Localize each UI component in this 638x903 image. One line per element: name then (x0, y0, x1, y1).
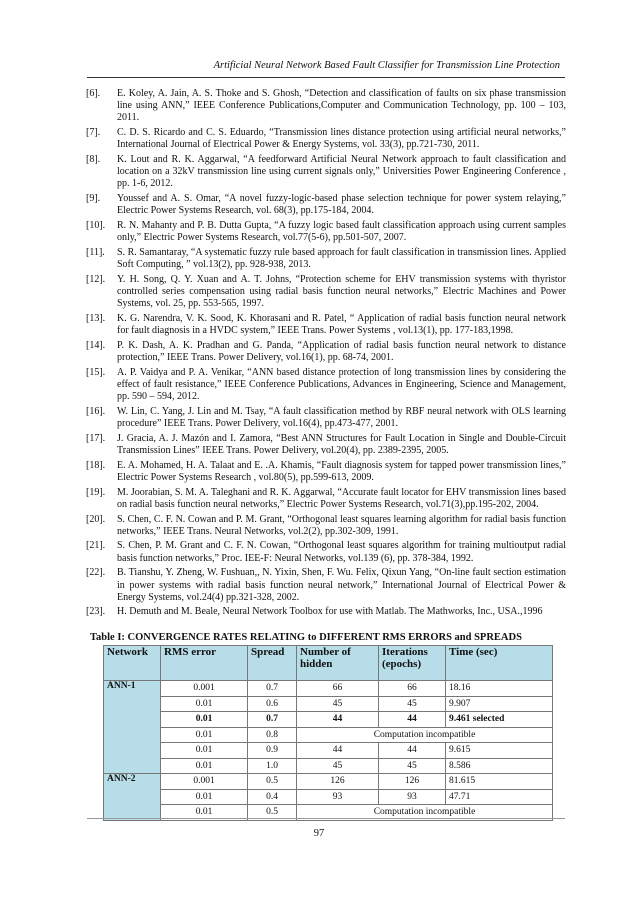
reference-number: [21]. (86, 540, 106, 552)
spread-cell: 0.7 (248, 712, 297, 728)
table-row (104, 789, 553, 805)
time-cell: 9.907 (446, 696, 553, 712)
reference-text: K. Lout and R. K. Aggarwal, “A feedforward Artificial Neural Network approach to fault classification and location on a 32kV transmission line using current signals only,” Universities Power Engineering Conference , pp. 1-6, 2012. (117, 154, 566, 190)
rms-error-cell: 0.001 (161, 774, 248, 790)
col-header-network: Network (104, 646, 161, 681)
reference-item (86, 367, 566, 404)
reference-number: [16]. (86, 405, 106, 417)
spread-cell: 0.5 (248, 774, 297, 790)
reference-number: [8]. (86, 154, 101, 166)
reference-number: [22]. (86, 567, 106, 579)
hidden-cell: 44 (297, 712, 379, 728)
reference-number: [6]. (86, 88, 101, 99)
reference-number: [15]. (86, 366, 106, 378)
reference-number: [13]. (86, 312, 106, 324)
iterations-cell: 126 (379, 774, 446, 790)
reference-text: S. Chen, P. M. Grant and C. F. N. Cowan, “Orthogonal least squares algorithm for training multioutput radial basis function networks,” Proc. IEE-F: Neural Networks, vol.139 (6), pp. 378-384, 1992. (117, 540, 566, 564)
rms-error-cell: 0.01 (161, 696, 248, 712)
reference-item (86, 193, 566, 217)
reference-number: [14]. (86, 339, 106, 351)
reference-number: [10]. (86, 220, 106, 232)
time-cell: 47.71 (446, 789, 553, 805)
reference-text: A. P. Vaidya and P. A. Venikar, “ANN based distance protection of long transmission lines by considering the effect of fault resistance,” IEEE Conference Publications, Advances in Engineering, Science and Management, pp. 590 – 594, 2012. (117, 366, 566, 403)
time-cell: 81.615 (446, 774, 553, 790)
hidden-cell: 66 (297, 681, 379, 697)
running-header: Artificial Neural Network Based Fault Classifier for Transmission Line Protection (213, 60, 560, 71)
status-cell: Computation incompatible (297, 727, 553, 743)
reference-text: E. A. Mohamed, H. A. Talaat and E. .A. Khamis, “Fault diagnosis system for tapped power transmission lines,” Electric Power Systems Research , vol.80(5), pp.599-613, 2009. (117, 459, 566, 483)
reference-text: M. Joorabian, S. M. A. Taleghani and R. K. Aggarwal, “Accurate fault locator for EHV transmission lines based on radial basis function neural networks,” Electric Power Systems Research, vol.71(3),pp.195-202, 2004. (117, 486, 566, 510)
reference-item (86, 154, 566, 191)
time-cell: 9.461 selected (446, 712, 553, 728)
reference-text: B. Tianshu, Y. Zheng, W. Fushuan,, N. Yixin, Shen, F. Wu. Felix, Qixun Yang, “On-line fault section estimation in power systems with radial basis function neural network,” International Journal of Electrical Power & Energy Systems, vol.24(4) pp.321-328, 2002. (117, 567, 566, 603)
reference-text: K. G. Narendra, V. K. Sood, K. Khorasani and R. Patel, “ Application of radial basis function neural network for fault diagnosis in a HVDC system,” IEEE Trans. Power Systems , vol.13(1), pp. 177-183,1998. (117, 312, 566, 337)
reference-item (86, 313, 566, 337)
reference-number: [23]. (86, 606, 106, 618)
table-row (104, 774, 553, 790)
hidden-cell: 44 (297, 743, 379, 759)
reference-item (86, 567, 566, 604)
page-number: 97 (313, 828, 325, 839)
header-rule (87, 77, 565, 78)
table-header-row (104, 646, 553, 681)
reference-item (86, 274, 566, 311)
reference-item (86, 220, 566, 244)
col-header-spread: Spread (248, 646, 297, 681)
reference-list (86, 88, 566, 621)
table-row (104, 727, 553, 743)
reference-text: Y. H. Song, Q. Y. Xuan and A. T. Johns, “Protection scheme for EHV transmission systems with thyristor controlled series compensation using radial basis function neural networks,” Electric Machines and Power Systems, vol. 25, pp. 553-565, 1997. (117, 273, 566, 310)
reference-item (86, 406, 566, 430)
table-row (104, 681, 553, 697)
iterations-cell: 93 (379, 789, 446, 805)
spread-cell: 0.5 (248, 805, 297, 821)
spread-cell: 0.9 (248, 743, 297, 759)
reference-number: [9]. (86, 193, 101, 205)
rms-error-cell: 0.01 (161, 758, 248, 774)
table-row (104, 712, 553, 728)
reference-text: Youssef and A. S. Omar, “A novel fuzzy-logic-based phase selection technique for power system relaying,” Electric Power Systems Research, vol. 68(3), pp.175-184, 2004. (117, 193, 566, 217)
reference-item (86, 606, 566, 618)
hidden-cell: 45 (297, 758, 379, 774)
network-cell: ANN-1 (104, 681, 161, 774)
reference-text: J. Gracia, A. J. Mazón and I. Zamora, “Best ANN Structures for Fault Location in Single and Double-Circuit Transmission Lines” IEEE Trans. Power Delivery, vol.20(4), pp. 2389-2395, 2005. (117, 432, 566, 456)
reference-text: H. Demuth and M. Beale, Neural Network Toolbox for use with Matlab. The Mathworks, Inc., USA.,1996 (117, 606, 543, 618)
status-cell: Computation incompatible (297, 805, 553, 821)
rms-error-cell: 0.01 (161, 743, 248, 759)
table-row (104, 743, 553, 759)
reference-number: [20]. (86, 513, 106, 525)
reference-text: C. D. S. Ricardo and C. S. Eduardo, “Transmission lines distance protection using artificial neural networks,” International Journal of Electrical Power & Energy Systems, vol. 33(3), pp.721-730, 2011. (117, 127, 566, 151)
reference-number: [7]. (86, 127, 101, 139)
time-cell: 18.16 (446, 681, 553, 697)
rms-error-cell: 0.01 (161, 805, 248, 821)
reference-text: S. R. Samantaray, “A systematic fuzzy rule based approach for fault classification in transmission lines. Applied Soft Computing, ” vol.13(2), pp. 928-938, 2013. (117, 246, 566, 271)
reference-item (86, 340, 566, 364)
iterations-cell: 44 (379, 743, 446, 759)
reference-item (86, 460, 566, 484)
reference-item (86, 540, 566, 564)
reference-number: [18]. (86, 459, 106, 471)
reference-item (86, 514, 566, 538)
col-header-iterations: Iterations (epochs) (379, 646, 446, 681)
footer-rule (87, 818, 565, 819)
spread-cell: 0.7 (248, 681, 297, 697)
spread-cell: 1.0 (248, 758, 297, 774)
rms-error-cell: 0.01 (161, 712, 248, 728)
time-cell: 9.615 (446, 743, 553, 759)
table-caption: Table I: CONVERGENCE RATES RELATING to DIFFERENT RMS ERRORS and SPREADS (90, 632, 522, 643)
rms-error-cell: 0.001 (161, 681, 248, 697)
reference-item (86, 487, 566, 511)
reference-text: S. Chen, C. F. N. Cowan and P. M. Grant, “Orthogonal least squares learning algorithm for radial basis function networks,” IEEE Trans. Neural Networks, vol.2(2), pp.302-309, 1991. (117, 513, 566, 537)
table-row (104, 696, 553, 712)
spread-cell: 0.6 (248, 696, 297, 712)
col-header-hidden: Number of hidden (297, 646, 379, 681)
hidden-cell: 45 (297, 696, 379, 712)
rms-error-cell: 0.01 (161, 727, 248, 743)
iterations-cell: 66 (379, 681, 446, 697)
hidden-cell: 93 (297, 789, 379, 805)
iterations-cell: 45 (379, 758, 446, 774)
spread-cell: 0.8 (248, 727, 297, 743)
time-cell: 8.586 (446, 758, 553, 774)
reference-text: R. N. Mahanty and P. B. Dutta Gupta, “A fuzzy logic based fault classification approach using current samples only,” Electric Power Systems Research, vol.77(5-6), pp.501-507, 2007. (117, 220, 566, 244)
col-header-rms-error: RMS error (161, 646, 248, 681)
col-header-time: Time (sec) (446, 646, 553, 681)
reference-item (86, 247, 566, 271)
reference-number: [17]. (86, 432, 106, 444)
reference-number: [19]. (86, 486, 106, 498)
network-cell: ANN-2 (104, 774, 161, 821)
reference-item (86, 433, 566, 457)
convergence-table (103, 645, 553, 821)
spread-cell: 0.4 (248, 789, 297, 805)
reference-text: P. K. Dash, A. K. Pradhan and G. Panda, “Application of radial basis function neural network to distance protection,” IEEE Trans. Power Delivery, vol.16(1), pp. 68-74, 2001. (117, 339, 566, 364)
reference-number: [11]. (86, 246, 105, 258)
reference-number: [12]. (86, 273, 106, 285)
reference-text: E. Koley, A. Jain, A. S. Thoke and S. Ghosh, “Detection and classification of faults on six phase transmission line using ANN,” IEEE Conference Publications,Computer and Communication Technology, pp. 100 – 103, 2011. (117, 88, 566, 124)
reference-item (86, 127, 566, 151)
rms-error-cell: 0.01 (161, 789, 248, 805)
table-row (104, 758, 553, 774)
reference-item (86, 88, 566, 125)
reference-text: W. Lin, C. Yang, J. Lin and M. Tsay, “A fault classification method by RBF neural network with OLS learning procedure” IEEE Trans. Power Delivery, vol.16(4), pp.473-477, 2001. (117, 405, 566, 430)
hidden-cell: 126 (297, 774, 379, 790)
iterations-cell: 45 (379, 696, 446, 712)
iterations-cell: 44 (379, 712, 446, 728)
